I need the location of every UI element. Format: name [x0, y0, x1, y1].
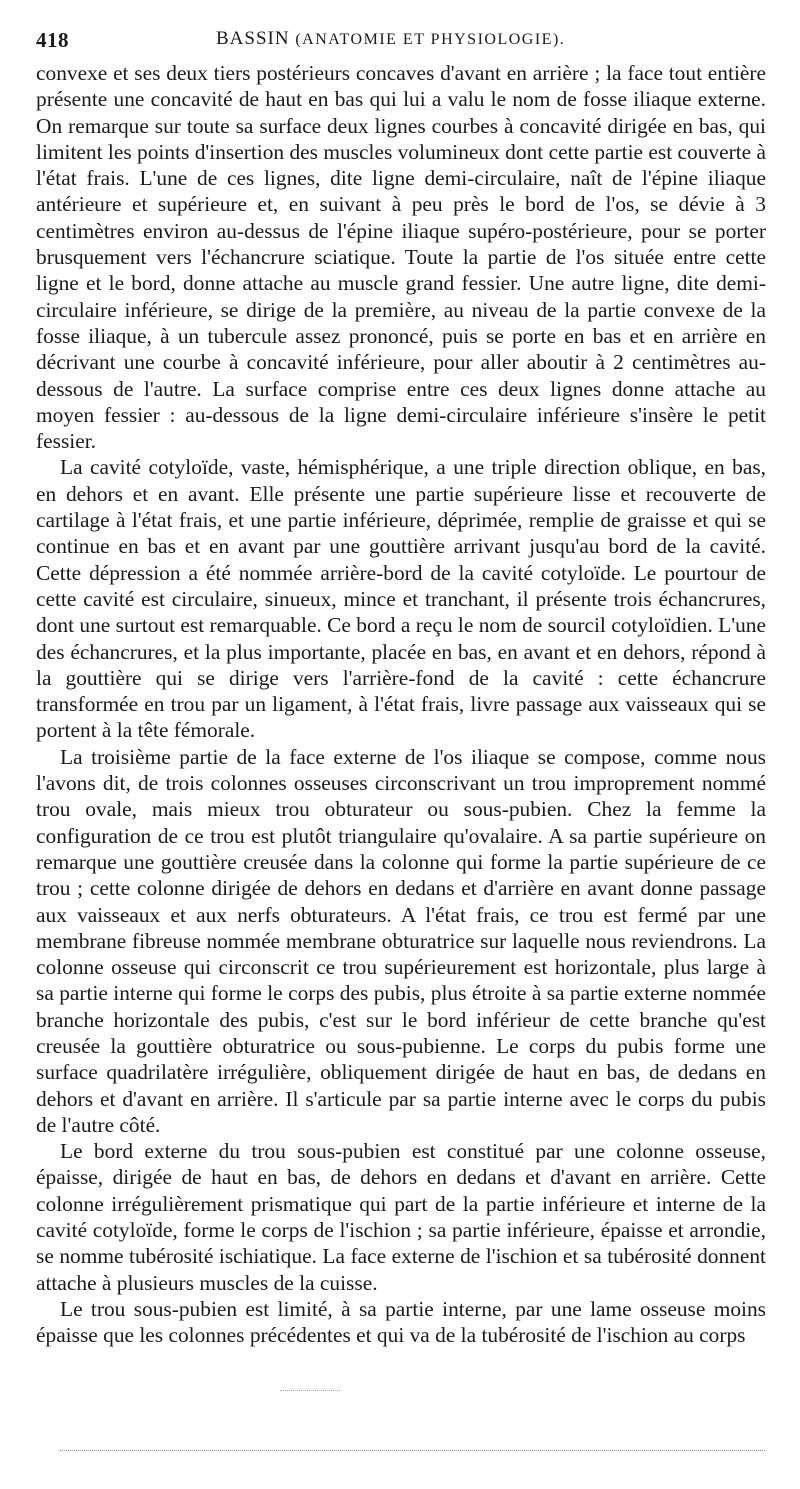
running-head-subtitle: (ANATOMIE ET PHYSIOLOGIE).: [295, 31, 566, 48]
paragraph: La troisième partie de la face externe de l'os iliaque se compose, comme nous l'avons dit, de trois colonnes osseuses circonscrivant un trou improprement nommé trou ovale, mais mieux trou obturateur ou sous-pubien. Chez la femme la configuration de ce trou est plutôt triangulaire qu'ovalaire. A sa partie supérieure on remarque une gouttière creusée dans la colonne qui forme la partie supérieure de ce trou ; cette colonne dirigée de dehors en dedans et d'arrière en avant donne passage aux vaisseaux et aux nerfs obturateurs. A l'état frais, ce trou est fermé par une membrane fibreuse nommée membrane obturatrice sur laquelle nous reviendrons. La colonne osseuse qui circonscrit ce trou supérieurement est horizontale, plus large à sa partie interne qui forme le corps des pubis, plus étroite à sa partie externe nommée branche horizontale des pubis, c'est sur le bord inférieur de cette branche qu'est creusée la gouttière obturatrice ou sous-pubienne. Le corps du pubis forme une surface quadrilatère irrégulière, obliquement dirigée de haut en bas, de dedans en dehors et d'avant en arrière. Il s'articule par sa partie interne avec le corps du pubis de l'autre côté.: [36, 744, 766, 1137]
footer-rule: [60, 1450, 765, 1451]
page-number: 418: [36, 28, 69, 52]
page-header: [36, 24, 766, 54]
book-page: [36, 24, 766, 1349]
running-head-title: BASSIN: [216, 28, 290, 49]
paragraph: La cavité cotyloïde, vaste, hémisphérique, a une triple direction oblique, en bas, en dehors et en avant. Elle présente une partie supérieure lisse et recouverte de cartilage à l'état frais, et une partie inférieure, déprimée, remplie de graisse et qui se continue en bas et en avant par une gouttière arrivant jusqu'au bord de la cavité. Cette dépression a été nommée arrière-bord de la cavité cotyloïde. Le pourtour de cette cavité est circulaire, sinueux, mince et tranchant, il présente trois échancrures, dont une surtout est remarquable. Ce bord a reçu le nom de sourcil cotyloïdien. L'une des échancrures, et la plus importante, placée en bas, en avant et en dehors, répond à la gouttière qui se dirige vers l'arrière-fond de la cavité : cette échancrure transformée en trou par un ligament, à l'état frais, livre passage aux vaisseaux qui se portent à la tête fémorale.: [36, 455, 766, 743]
paragraph: convexe et ses deux tiers postérieurs concaves d'avant en arrière ; la face tout entière présente une concavité de haut en bas qui lui a valu le nom de fosse iliaque externe. On remarque sur toute sa surface deux lignes courbes à concavité dirigée en bas, qui limitent les points d'insertion des muscles volumineux dont cette partie est couverte à l'état frais. L'une de ces lignes, dite ligne demi-circulaire, naît de l'épine iliaque antérieure et supérieure et, en suivant à peu près le bord de l'os, se dévie à 3 centimètres environ au-dessus de l'épine iliaque supéro-postérieure, pour se porter brusquement vers l'échancrure sciatique. Toute la partie de l'os située entre cette ligne et le bord, donne attache au muscle grand fessier. Une autre ligne, dite demi-circulaire inférieure, se dirige de la première, au niveau de la partie convexe de la fosse iliaque, à un tubercule assez prononcé, puis se porte en bas et en arrière en décrivant une courbe à concavité inférieure, pour aller aboutir à 2 centimètres au-dessous de l'autre. La surface comprise entre ces deux lignes donne attache au moyen fessier : au-dessous de la ligne demi-circulaire inférieure s'insère le petit fessier.: [36, 61, 766, 454]
running-head: [216, 28, 565, 50]
body-text: [36, 60, 766, 1349]
paragraph: Le bord externe du trou sous-pubien est constitué par une colonne osseuse, épaisse, dirigée de haut en bas, de dehors en dedans et d'avant en arrière. Cette colonne irrégulièrement prismatique qui part de la partie inférieure et interne de la cavité cotyloïde, forme le corps de l'ischion ; sa partie inférieure, épaisse et arrondie, se nomme tubérosité ischiatique. La face externe de l'ischion et sa tubérosité donnent attache à plusieurs muscles de la cuisse.: [36, 1139, 766, 1295]
paragraph: Le trou sous-pubien est limité, à sa partie interne, par une lame osseuse moins épaisse que les colonnes précédentes et qui va de la tubérosité de l'ischion au corps: [36, 1296, 766, 1348]
print-speck: [280, 1390, 340, 1391]
